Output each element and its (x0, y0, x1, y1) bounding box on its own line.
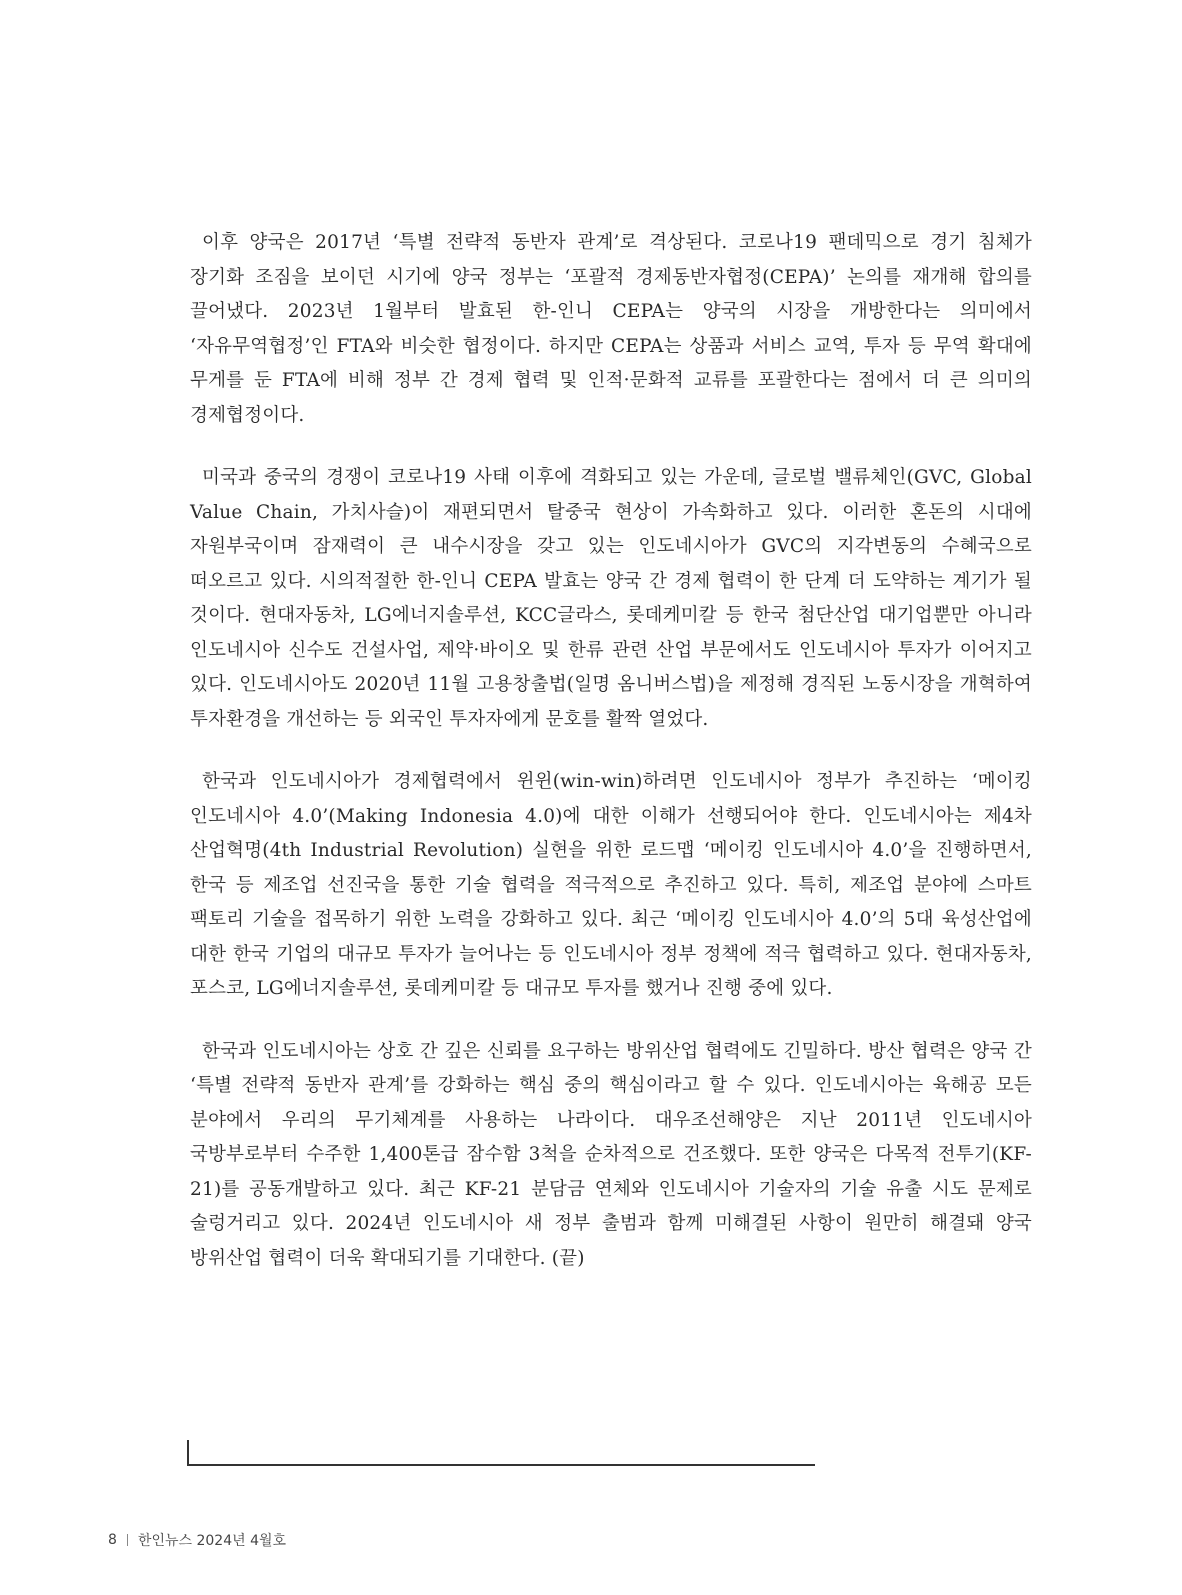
article-body (190, 226, 1032, 1304)
publication-name: 한인뉴스 2024년 4월호 (137, 1533, 287, 1549)
paragraph-1: 이후 양국은 2017년 ‘특별 전략적 동반자 관계’로 격상된다. 코로나19 팬데믹으로 경기 침체가 장기화 조짐을 보이던 시기에 양국 정부는 ‘포괄적 경제동반자협정(CEPA)’ 논의를 재개해 합의를 끌어냈다. 2023년 1월부터 발효된 한-인니 CEPA는 양국의 시장을 개방한다는 의미에서 ‘자유무역협정’인 FTA와 비슷한 협정이다. 하지만 CEPA는 상품과 서비스 교역, 투자 등 무역 확대에 무게를 둔 FTA에 비해 정부 간 경제 협력 및 인적·문화적 교류를 포괄한다는 점에서 더 큰 의미의 경제협정이다. (190, 232, 1032, 426)
paragraph-4: 한국과 인도네시아는 상호 간 깊은 신뢰를 요구하는 방위산업 협력에도 긴밀하다. 방산 협력은 양국 간 ‘특별 전략적 동반자 관계’를 강화하는 핵심 중의 핵심이라고 할 수 있다. 인도네시아는 육해공 모든 분야에서 우리의 무기체계를 사용하는 나라이다. 대우조선해양은 지난 2011년 인도네시아 국방부로부터 수주한 1,400톤급 잠수함 3척을 순차적으로 건조했다. 또한 양국은 다목적 전투기(KF-21)를 공동개발하고 있다. 최근 KF-21 분담금 연체와 인도네시아 기술자의 기술 유출 시도 문제로 술렁거리고 있다. 2024년 인도네시아 새 정부 출범과 함께 미해결된 사항이 원만히 해결돼 양국 방위산업 협력이 더욱 확대되기를 기대한다. (끝) (190, 1040, 1032, 1269)
paragraph-3: 한국과 인도네시아가 경제협력에서 윈윈(win-win)하려면 인도네시아 정부가 추진하는 ‘메이킹 인도네시아 4.0’(Making Indonesia 4.0)에 대한 이해가 선행되어야 한다. 인도네시아는 제4차 산업혁명(4th Industrial Revolution) 실현을 위한 로드맵 ‘메이킹 인도네시아 4.0’을 진행하면서, 한국 등 제조업 선진국을 통한 기술 협력을 적극적으로 추진하고 있다. 특히, 제조업 분야에 스마트 팩토리 기술을 접목하기 위한 노력을 강화하고 있다. 최근 ‘메이킹 인도네시아 4.0’의 5대 육성산업에 대한 한국 기업의 대규모 투자가 늘어나는 등 인도네시아 정부 정책에 적극 협력하고 있다. 현대자동차, 포스코, LG에너지솔루션, 롯데케미칼 등 대규모 투자를 했거나 진행 중에 있다. (190, 771, 1032, 999)
footer-separator (127, 1534, 128, 1546)
end-rule-divider (187, 1440, 815, 1466)
page-footer (108, 1530, 286, 1550)
paragraph-2: 미국과 중국의 경쟁이 코로나19 사태 이후에 격화되고 있는 가운데, 글로벌 밸류체인(GVC, Global Value Chain, 가치사슬)이 재편되면서 탈중국 현상이 가속화하고 있다. 이러한 혼돈의 시대에 자원부국이며 잠재력이 큰 내수시장을 갖고 있는 인도네시아가 GVC의 지각변동의 수혜국으로 떠오르고 있다. 시의적절한 한-인니 CEPA 발효는 양국 간 경제 협력이 한 단계 더 도약하는 계기가 될 것이다. 현대자동차, LG에너지솔루션, KCC글라스, 롯데케미칼 등 한국 첨단산업 대기업뿐만 아니라 인도네시아 신수도 건설사업, 제약·바이오 및 한류 관련 산업 부문에서도 인도네시아 투자가 이어지고 있다. 인도네시아도 2020년 11월 고용창출법(일명 옴니버스법)을 제정해 경직된 노동시장을 개혁하여 투자환경을 개선하는 등 외국인 투자자에게 문호를 활짝 열었다. (190, 467, 1032, 730)
page-number: 8 (108, 1532, 117, 1548)
